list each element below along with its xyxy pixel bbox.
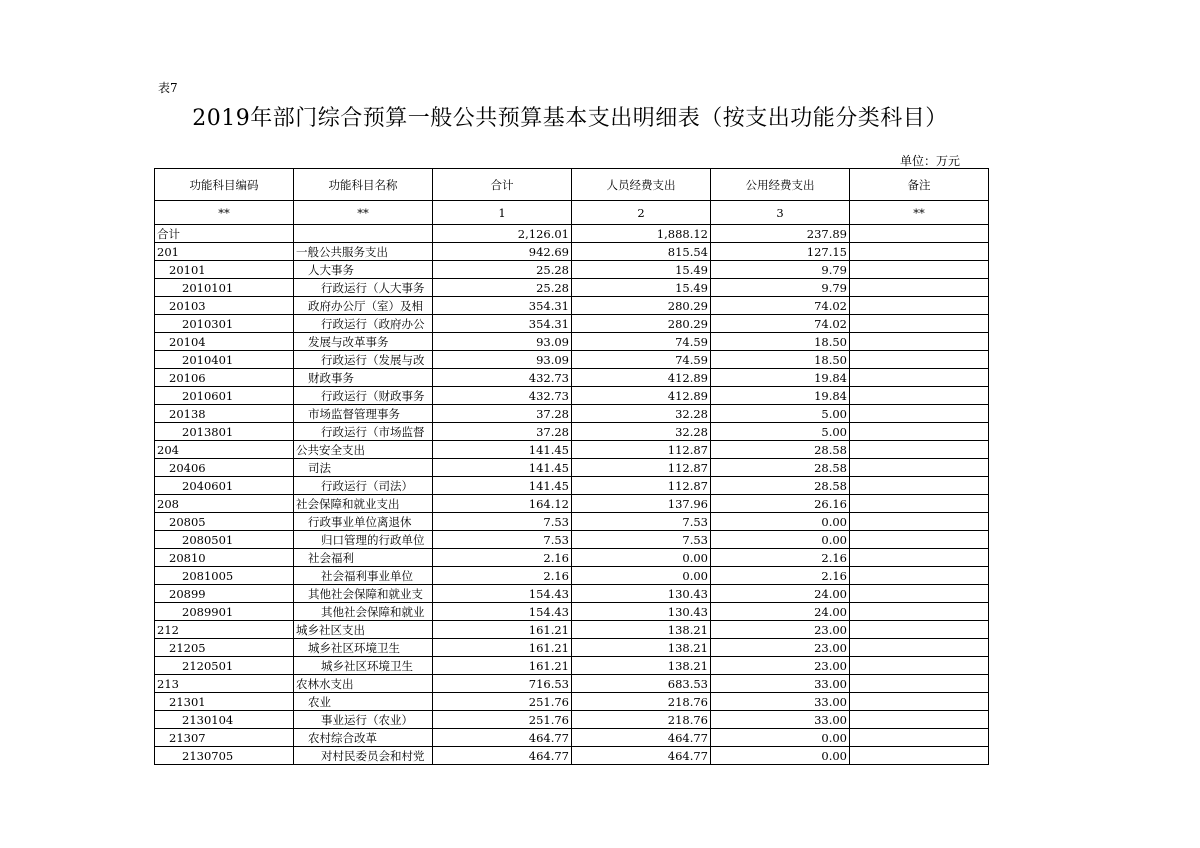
table-row <box>155 279 989 297</box>
row-name-cell: 行政事业单位离退休 <box>294 513 433 531</box>
table-row <box>155 531 989 549</box>
row-total-cell: 432.73 <box>433 387 572 405</box>
row-public-cell: 19.84 <box>711 369 850 387</box>
row-code-cell: 合计 <box>155 225 294 243</box>
row-name-cell: 农业 <box>294 693 433 711</box>
row-code-cell: 2010301 <box>155 315 294 333</box>
row-name-cell: 行政运行（市场监督 <box>294 423 433 441</box>
row-public-cell: 0.00 <box>711 729 850 747</box>
row-code-cell: 212 <box>155 621 294 639</box>
row-code-cell: 20406 <box>155 459 294 477</box>
row-code-cell: 2010601 <box>155 387 294 405</box>
row-code-cell: 2130104 <box>155 711 294 729</box>
table-row <box>155 351 989 369</box>
row-remarks-cell <box>850 315 989 333</box>
row-total-cell: 942.69 <box>433 243 572 261</box>
row-total-cell: 141.45 <box>433 459 572 477</box>
row-total-cell: 154.43 <box>433 585 572 603</box>
row-personnel-cell: 74.59 <box>572 351 711 369</box>
header-public: 公用经费支出 <box>711 169 850 201</box>
row-code-cell: 204 <box>155 441 294 459</box>
row-personnel-cell: 137.96 <box>572 495 711 513</box>
row-code-cell: 20101 <box>155 261 294 279</box>
row-total-cell: 93.09 <box>433 333 572 351</box>
row-name-cell <box>294 225 433 243</box>
row-code-cell: 2013801 <box>155 423 294 441</box>
row-total-cell: 251.76 <box>433 711 572 729</box>
row-remarks-cell <box>850 243 989 261</box>
row-personnel-cell: 0.00 <box>572 567 711 585</box>
header-code: 功能科目编码 <box>155 169 294 201</box>
row-public-cell: 19.84 <box>711 387 850 405</box>
row-code-cell: 201 <box>155 243 294 261</box>
row-total-cell: 141.45 <box>433 441 572 459</box>
row-remarks-cell <box>850 495 989 513</box>
row-total-cell: 354.31 <box>433 315 572 333</box>
table-label: 表7 <box>158 81 178 95</box>
row-total-cell: 7.53 <box>433 531 572 549</box>
table-row <box>155 297 989 315</box>
table-row <box>155 513 989 531</box>
header-personnel: 人员经费支出 <box>572 169 711 201</box>
row-personnel-cell: 412.89 <box>572 387 711 405</box>
row-name-cell: 一般公共服务支出 <box>294 243 433 261</box>
row-total-cell: 464.77 <box>433 729 572 747</box>
table-row <box>155 315 989 333</box>
row-public-cell: 9.79 <box>711 279 850 297</box>
header-remarks: 备注 <box>850 169 989 201</box>
row-code-cell: 2010401 <box>155 351 294 369</box>
row-remarks-cell <box>850 567 989 585</box>
row-public-cell: 18.50 <box>711 351 850 369</box>
row-remarks-cell <box>850 603 989 621</box>
row-public-cell: 24.00 <box>711 585 850 603</box>
row-name-cell: 行政运行（发展与改 <box>294 351 433 369</box>
row-name-cell: 行政运行（财政事务 <box>294 387 433 405</box>
row-remarks-cell <box>850 729 989 747</box>
header-total: 合计 <box>433 169 572 201</box>
row-total-cell: 2,126.01 <box>433 225 572 243</box>
row-public-cell: 33.00 <box>711 693 850 711</box>
row-public-cell: 33.00 <box>711 711 850 729</box>
row-code-cell: 21307 <box>155 729 294 747</box>
row-personnel-cell: 683.53 <box>572 675 711 693</box>
row-remarks-cell <box>850 387 989 405</box>
table-row <box>155 675 989 693</box>
row-code-cell: 208 <box>155 495 294 513</box>
row-total-cell: 161.21 <box>433 657 572 675</box>
row-code-cell: 20805 <box>155 513 294 531</box>
row-name-cell: 发展与改革事务 <box>294 333 433 351</box>
row-total-cell: 25.28 <box>433 261 572 279</box>
row-personnel-cell: 15.49 <box>572 279 711 297</box>
row-total-cell: 93.09 <box>433 351 572 369</box>
row-personnel-cell: 112.87 <box>572 459 711 477</box>
table-row <box>155 477 989 495</box>
row-personnel-cell: 218.76 <box>572 711 711 729</box>
row-remarks-cell <box>850 423 989 441</box>
table-row <box>155 333 989 351</box>
row-remarks-cell <box>850 549 989 567</box>
row-remarks-cell <box>850 675 989 693</box>
row-code-cell: 2080501 <box>155 531 294 549</box>
row-name-cell: 市场监督管理事务 <box>294 405 433 423</box>
table-row <box>155 747 989 765</box>
row-public-cell: 0.00 <box>711 513 850 531</box>
row-name-cell: 农林水支出 <box>294 675 433 693</box>
row-remarks-cell <box>850 369 989 387</box>
row-code-cell: 21301 <box>155 693 294 711</box>
row-personnel-cell: 412.89 <box>572 369 711 387</box>
row-total-cell: 141.45 <box>433 477 572 495</box>
row-public-cell: 18.50 <box>711 333 850 351</box>
row-code-cell: 2040601 <box>155 477 294 495</box>
table-row <box>155 243 989 261</box>
row-public-cell: 24.00 <box>711 603 850 621</box>
row-remarks-cell <box>850 711 989 729</box>
row-remarks-cell <box>850 531 989 549</box>
row-remarks-cell <box>850 225 989 243</box>
row-personnel-cell: 15.49 <box>572 261 711 279</box>
table-row <box>155 495 989 513</box>
table-row <box>155 441 989 459</box>
row-public-cell: 237.89 <box>711 225 850 243</box>
row-public-cell: 2.16 <box>711 567 850 585</box>
marker-personnel: 2 <box>572 201 711 225</box>
row-remarks-cell <box>850 459 989 477</box>
marker-name: ** <box>294 201 433 225</box>
row-remarks-cell <box>850 621 989 639</box>
header-name: 功能科目名称 <box>294 169 433 201</box>
budget-table <box>154 168 989 765</box>
page-title: 2019年部门综合预算一般公共预算基本支出明细表（按支出功能分类科目） <box>192 106 948 131</box>
marker-code: ** <box>155 201 294 225</box>
row-public-cell: 26.16 <box>711 495 850 513</box>
table-row <box>155 639 989 657</box>
header-row <box>155 169 989 201</box>
row-personnel-cell: 280.29 <box>572 315 711 333</box>
row-remarks-cell <box>850 477 989 495</box>
row-public-cell: 127.15 <box>711 243 850 261</box>
row-remarks-cell <box>850 441 989 459</box>
row-name-cell: 行政运行（政府办公 <box>294 315 433 333</box>
row-personnel-cell: 32.28 <box>572 405 711 423</box>
row-public-cell: 74.02 <box>711 297 850 315</box>
row-remarks-cell <box>850 639 989 657</box>
row-code-cell: 20106 <box>155 369 294 387</box>
row-name-cell: 对村民委员会和村党 <box>294 747 433 765</box>
row-code-cell: 20138 <box>155 405 294 423</box>
row-name-cell: 社会保障和就业支出 <box>294 495 433 513</box>
row-total-cell: 432.73 <box>433 369 572 387</box>
row-personnel-cell: 112.87 <box>572 477 711 495</box>
row-code-cell: 213 <box>155 675 294 693</box>
table-row <box>155 225 989 243</box>
row-name-cell: 归口管理的行政单位 <box>294 531 433 549</box>
row-code-cell: 2130705 <box>155 747 294 765</box>
row-name-cell: 农村综合改革 <box>294 729 433 747</box>
row-name-cell: 行政运行（人大事务 <box>294 279 433 297</box>
row-remarks-cell <box>850 351 989 369</box>
row-total-cell: 251.76 <box>433 693 572 711</box>
row-public-cell: 2.16 <box>711 549 850 567</box>
row-public-cell: 23.00 <box>711 639 850 657</box>
table-row <box>155 405 989 423</box>
row-personnel-cell: 138.21 <box>572 639 711 657</box>
marker-total: 1 <box>433 201 572 225</box>
row-remarks-cell <box>850 513 989 531</box>
row-code-cell: 2081005 <box>155 567 294 585</box>
row-remarks-cell <box>850 333 989 351</box>
row-personnel-cell: 464.77 <box>572 729 711 747</box>
table-row <box>155 423 989 441</box>
row-code-cell: 2010101 <box>155 279 294 297</box>
row-personnel-cell: 130.43 <box>572 585 711 603</box>
row-name-cell: 司法 <box>294 459 433 477</box>
row-personnel-cell: 7.53 <box>572 513 711 531</box>
table-row <box>155 567 989 585</box>
row-personnel-cell: 7.53 <box>572 531 711 549</box>
row-remarks-cell <box>850 261 989 279</box>
row-name-cell: 城乡社区环境卫生 <box>294 639 433 657</box>
row-personnel-cell: 74.59 <box>572 333 711 351</box>
row-code-cell: 20899 <box>155 585 294 603</box>
row-code-cell: 20810 <box>155 549 294 567</box>
table-row <box>155 549 989 567</box>
table-row <box>155 387 989 405</box>
row-public-cell: 74.02 <box>711 315 850 333</box>
row-remarks-cell <box>850 279 989 297</box>
row-personnel-cell: 464.77 <box>572 747 711 765</box>
row-personnel-cell: 1,888.12 <box>572 225 711 243</box>
row-total-cell: 161.21 <box>433 639 572 657</box>
row-name-cell: 公共安全支出 <box>294 441 433 459</box>
row-total-cell: 464.77 <box>433 747 572 765</box>
marker-public: 3 <box>711 201 850 225</box>
row-personnel-cell: 218.76 <box>572 693 711 711</box>
row-remarks-cell <box>850 693 989 711</box>
row-name-cell: 社会福利事业单位 <box>294 567 433 585</box>
row-personnel-cell: 815.54 <box>572 243 711 261</box>
row-total-cell: 716.53 <box>433 675 572 693</box>
row-public-cell: 33.00 <box>711 675 850 693</box>
row-total-cell: 37.28 <box>433 405 572 423</box>
row-personnel-cell: 0.00 <box>572 549 711 567</box>
row-public-cell: 28.58 <box>711 477 850 495</box>
row-public-cell: 28.58 <box>711 441 850 459</box>
row-remarks-cell <box>850 747 989 765</box>
row-total-cell: 354.31 <box>433 297 572 315</box>
row-name-cell: 人大事务 <box>294 261 433 279</box>
row-remarks-cell <box>850 657 989 675</box>
row-name-cell: 其他社会保障和就业支 <box>294 585 433 603</box>
row-personnel-cell: 280.29 <box>572 297 711 315</box>
row-total-cell: 7.53 <box>433 513 572 531</box>
row-name-cell: 城乡社区支出 <box>294 621 433 639</box>
row-remarks-cell <box>850 297 989 315</box>
table-row <box>155 711 989 729</box>
row-public-cell: 5.00 <box>711 405 850 423</box>
row-code-cell: 2089901 <box>155 603 294 621</box>
row-personnel-cell: 138.21 <box>572 621 711 639</box>
row-code-cell: 20103 <box>155 297 294 315</box>
row-total-cell: 2.16 <box>433 549 572 567</box>
table-row <box>155 621 989 639</box>
row-personnel-cell: 32.28 <box>572 423 711 441</box>
row-total-cell: 154.43 <box>433 603 572 621</box>
table-row <box>155 603 989 621</box>
row-personnel-cell: 112.87 <box>572 441 711 459</box>
row-name-cell: 事业运行（农业） <box>294 711 433 729</box>
row-name-cell: 城乡社区环境卫生 <box>294 657 433 675</box>
marker-remarks: ** <box>850 201 989 225</box>
row-total-cell: 164.12 <box>433 495 572 513</box>
row-public-cell: 28.58 <box>711 459 850 477</box>
row-code-cell: 20104 <box>155 333 294 351</box>
row-public-cell: 9.79 <box>711 261 850 279</box>
table-row <box>155 729 989 747</box>
unit-label: 单位：万元 <box>900 154 961 168</box>
table-row <box>155 369 989 387</box>
row-public-cell: 5.00 <box>711 423 850 441</box>
table-row <box>155 693 989 711</box>
row-total-cell: 161.21 <box>433 621 572 639</box>
row-code-cell: 21205 <box>155 639 294 657</box>
row-total-cell: 25.28 <box>433 279 572 297</box>
table-row <box>155 459 989 477</box>
row-public-cell: 0.00 <box>711 747 850 765</box>
row-personnel-cell: 130.43 <box>572 603 711 621</box>
row-public-cell: 23.00 <box>711 657 850 675</box>
row-remarks-cell <box>850 585 989 603</box>
row-name-cell: 行政运行（司法） <box>294 477 433 495</box>
table-row <box>155 585 989 603</box>
row-remarks-cell <box>850 405 989 423</box>
row-name-cell: 财政事务 <box>294 369 433 387</box>
row-public-cell: 0.00 <box>711 531 850 549</box>
row-public-cell: 23.00 <box>711 621 850 639</box>
row-code-cell: 2120501 <box>155 657 294 675</box>
row-total-cell: 2.16 <box>433 567 572 585</box>
row-personnel-cell: 138.21 <box>572 657 711 675</box>
row-name-cell: 其他社会保障和就业 <box>294 603 433 621</box>
marker-row <box>155 201 989 225</box>
row-name-cell: 政府办公厅（室）及相 <box>294 297 433 315</box>
row-total-cell: 37.28 <box>433 423 572 441</box>
row-name-cell: 社会福利 <box>294 549 433 567</box>
table-row <box>155 657 989 675</box>
table-row <box>155 261 989 279</box>
